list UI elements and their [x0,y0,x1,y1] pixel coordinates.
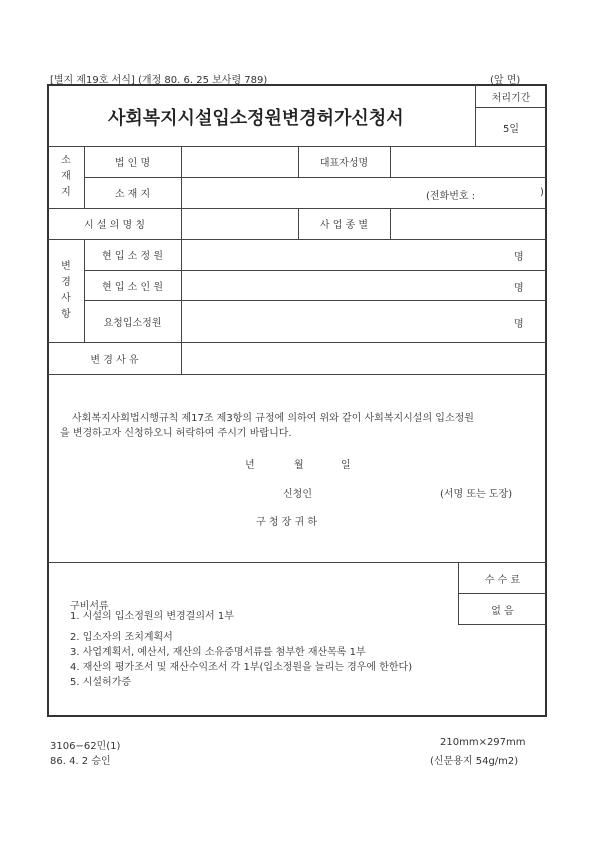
paper-type: (신문용지 54g/m2) [430,756,519,767]
paper-size: 210mm×297mm [440,737,526,748]
application-statement: 사회복지사회법시행규칙 제17조 제3항의 규정에 의하여 위와 같이 사회복지시설의 입소정원 을 변경하고자 신청하오니 허락하여 주시기 바랍니다. [60,413,474,439]
current-residents-label: 현 입 소 인 원 [101,281,163,293]
change-reason-field[interactable] [182,342,546,374]
requested-quota-label: 요청입소정원 [103,317,162,329]
list-item: 1. 시설의 입소정원의 변경결의서 1부 [70,611,234,622]
list-item: 2. 입소자의 조치계획서 [70,632,173,643]
form-reference: [별지 제19호 서식] (개정 80. 6. 25 보사령 789) [50,75,268,86]
page-side-label: (앞 면) [490,75,521,86]
current-quota-label: 현 입 소 정 원 [101,251,163,262]
address-field[interactable] [182,177,402,208]
requested-quota-field[interactable] [182,300,502,342]
date-day-label: 일 [341,460,351,471]
approval-date: 86. 4. 2 승인 [50,756,111,767]
business-type-label: 사 업 종 별 [319,220,369,231]
fee-label: 수 수 료 [484,574,521,586]
current-quota-field[interactable] [182,239,502,270]
list-item: 3. 사업계획서, 예산서, 재산의 소유증명서류를 첨부한 재산목록 1부 [70,647,366,658]
processing-period-value: 5일 [502,123,520,135]
documents-list [70,609,412,690]
corp-name-label: 법 인 명 [114,158,151,169]
applicant-group-label: 소 재 지 [61,155,71,198]
documents-title: 구비서류 [70,601,109,612]
business-type-field[interactable] [391,208,546,239]
facility-name-label: 시 설 의 명 칭 [83,220,145,231]
form-title: 사회복지시설입소정원변경허가신청서 [108,108,404,129]
current-quota-unit: 명 [514,252,524,263]
form-number: 3106−62민(1) [50,741,121,752]
address-label: 소 재 지 [114,189,151,200]
date-month-label: 월 [294,460,304,471]
change-group-label: 변 경 사 항 [61,260,71,320]
processing-period-label: 처리기간 [491,93,531,104]
phone-label: (전화번호 : [426,191,476,202]
current-residents-unit: 명 [514,283,524,294]
list-item: 4. 재산의 평가조서 및 재산수익조서 각 1부(입소정원을 늘리는 경우에 한한다) [70,662,413,673]
corp-name-field[interactable] [182,146,298,177]
requested-quota-unit: 명 [514,319,524,330]
signature-label: (서명 또는 도장) [440,489,513,500]
phone-close: ) [540,187,544,198]
date-year-label: 년 [245,460,255,471]
addressee: 구 청 장 귀 하 [256,517,318,528]
representative-name-field[interactable] [391,146,546,177]
fee-value: 없 음 [491,605,514,617]
applicant-label: 신청인 [283,489,312,500]
list-item: 5. 시설허가증 [70,677,132,688]
current-residents-field[interactable] [182,270,502,300]
facility-name-field[interactable] [182,208,298,239]
representative-name-label: 대표자성명 [319,158,369,169]
change-reason-label: 변 경 사 유 [90,354,139,366]
